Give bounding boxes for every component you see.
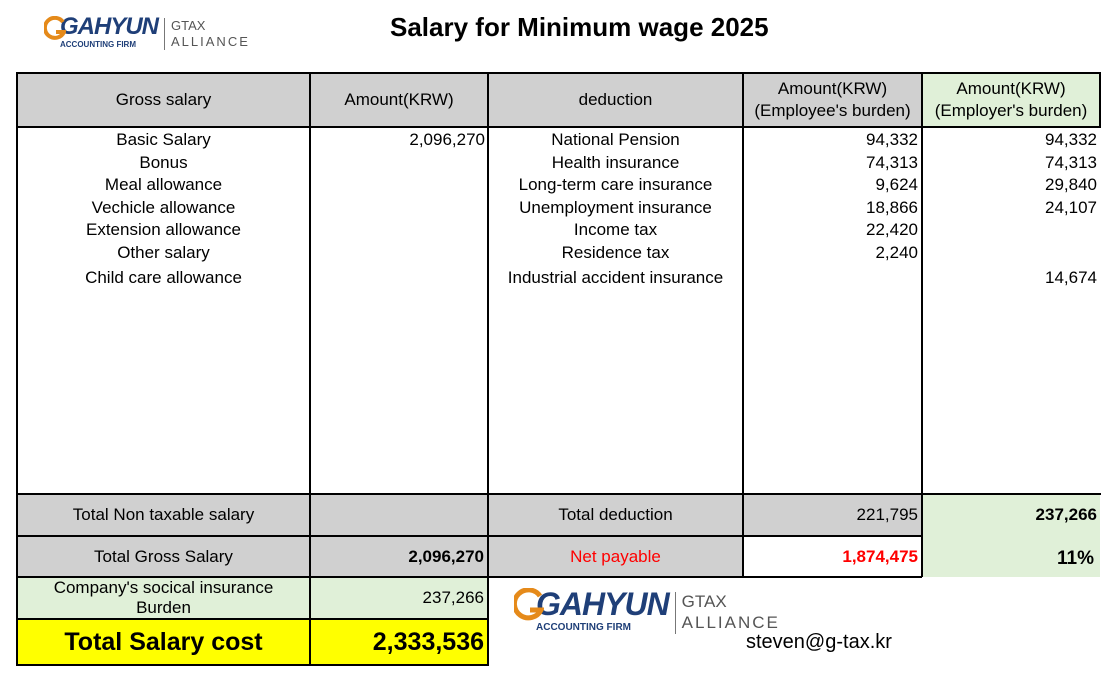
logo-alliance: ALLIANCE: [681, 613, 780, 632]
logo-name: GAHYUN: [60, 13, 159, 40]
list-item: Unemployment insurance: [519, 197, 712, 217]
gross-amounts-list: [311, 129, 485, 152]
header-employer-amount: Amount(KRW) (Employer's burden): [934, 79, 1088, 120]
net-payable-label: Net payable: [570, 546, 661, 566]
list-item: Basic Salary: [116, 130, 211, 149]
list-item: 2,240: [875, 242, 918, 262]
list-item: 9,624: [875, 175, 918, 195]
list-item: 14,674: [1045, 267, 1097, 287]
header-amount: Amount(KRW): [344, 90, 454, 109]
company-logo-bottom: [514, 586, 780, 634]
list-item: 74,313: [1045, 152, 1097, 172]
gross-items-list: [18, 129, 309, 289]
deduction-items-list: [489, 129, 742, 289]
header-gross-salary: Gross salary: [115, 90, 212, 109]
logo-name: GAHYUN: [536, 586, 669, 622]
list-item: Vechicle allowance: [91, 197, 236, 217]
list-item: Long-term care insurance: [518, 175, 713, 195]
list-item: Meal allowance: [104, 175, 223, 195]
list-item: 22,420: [866, 220, 918, 240]
total-cost-value: 2,333,536: [372, 627, 484, 656]
list-item: Industrial accident insurance: [507, 267, 724, 287]
list-item: 94,332: [1045, 130, 1097, 149]
list-item: Extension allowance: [86, 220, 241, 240]
list-item: 18,866: [866, 197, 918, 217]
total-gross-value: 2,096,270: [408, 546, 484, 566]
list-item: 74,313: [866, 152, 918, 172]
gahyun-g-icon: [514, 588, 544, 624]
total-deduction-employer: 237,266: [1035, 505, 1097, 524]
net-payable-value: 1,874,475: [842, 546, 918, 566]
company-burden-value: 237,266: [422, 587, 484, 607]
list-item: Residence tax: [561, 242, 670, 262]
employer-amounts-list: [923, 129, 1097, 289]
total-non-taxable-label: Total Non taxable salary: [72, 505, 255, 524]
contact-email[interactable]: steven@g-tax.kr: [746, 631, 892, 653]
header-deduction: deduction: [578, 90, 653, 109]
company-logo-top: [44, 14, 250, 50]
list-item: Health insurance: [551, 152, 680, 172]
logo-sub: ACCOUNTING FIRM: [60, 40, 136, 49]
gahyun-g-icon: [44, 16, 66, 42]
total-deduction-label: Total deduction: [558, 505, 673, 524]
list-item: Income tax: [573, 220, 658, 240]
list-item: [923, 242, 1097, 265]
list-item: Other salary: [117, 242, 210, 262]
logo-alliance: ALLIANCE: [171, 34, 250, 49]
list-item: National Pension: [551, 130, 680, 149]
logo-gtax: GTAX: [171, 18, 206, 33]
list-item: 94,332: [866, 130, 918, 149]
employee-amounts-list: [744, 129, 918, 265]
logo-gtax: GTAX: [681, 592, 727, 611]
list-item: 2,096,270: [409, 130, 485, 149]
total-cost-label: Total Salary cost: [64, 627, 263, 656]
list-item: 29,840: [1045, 175, 1097, 195]
list-item: Bonus: [139, 152, 188, 172]
list-item: [923, 219, 1097, 242]
header-employee-amount: Amount(KRW) (Employee's burden): [754, 79, 911, 120]
logo-sub: ACCOUNTING FIRM: [536, 622, 631, 633]
total-gross-label: Total Gross Salary: [94, 546, 233, 566]
total-deduction-employee: 221,795: [856, 505, 918, 524]
company-burden-label: Company's socical insurance Burden: [53, 577, 274, 617]
employer-percent: 11%: [1057, 548, 1094, 569]
list-item: 24,107: [1045, 197, 1097, 217]
page-title: Salary for Minimum wage 2025: [390, 12, 769, 42]
list-item: Child care allowance: [85, 267, 242, 287]
